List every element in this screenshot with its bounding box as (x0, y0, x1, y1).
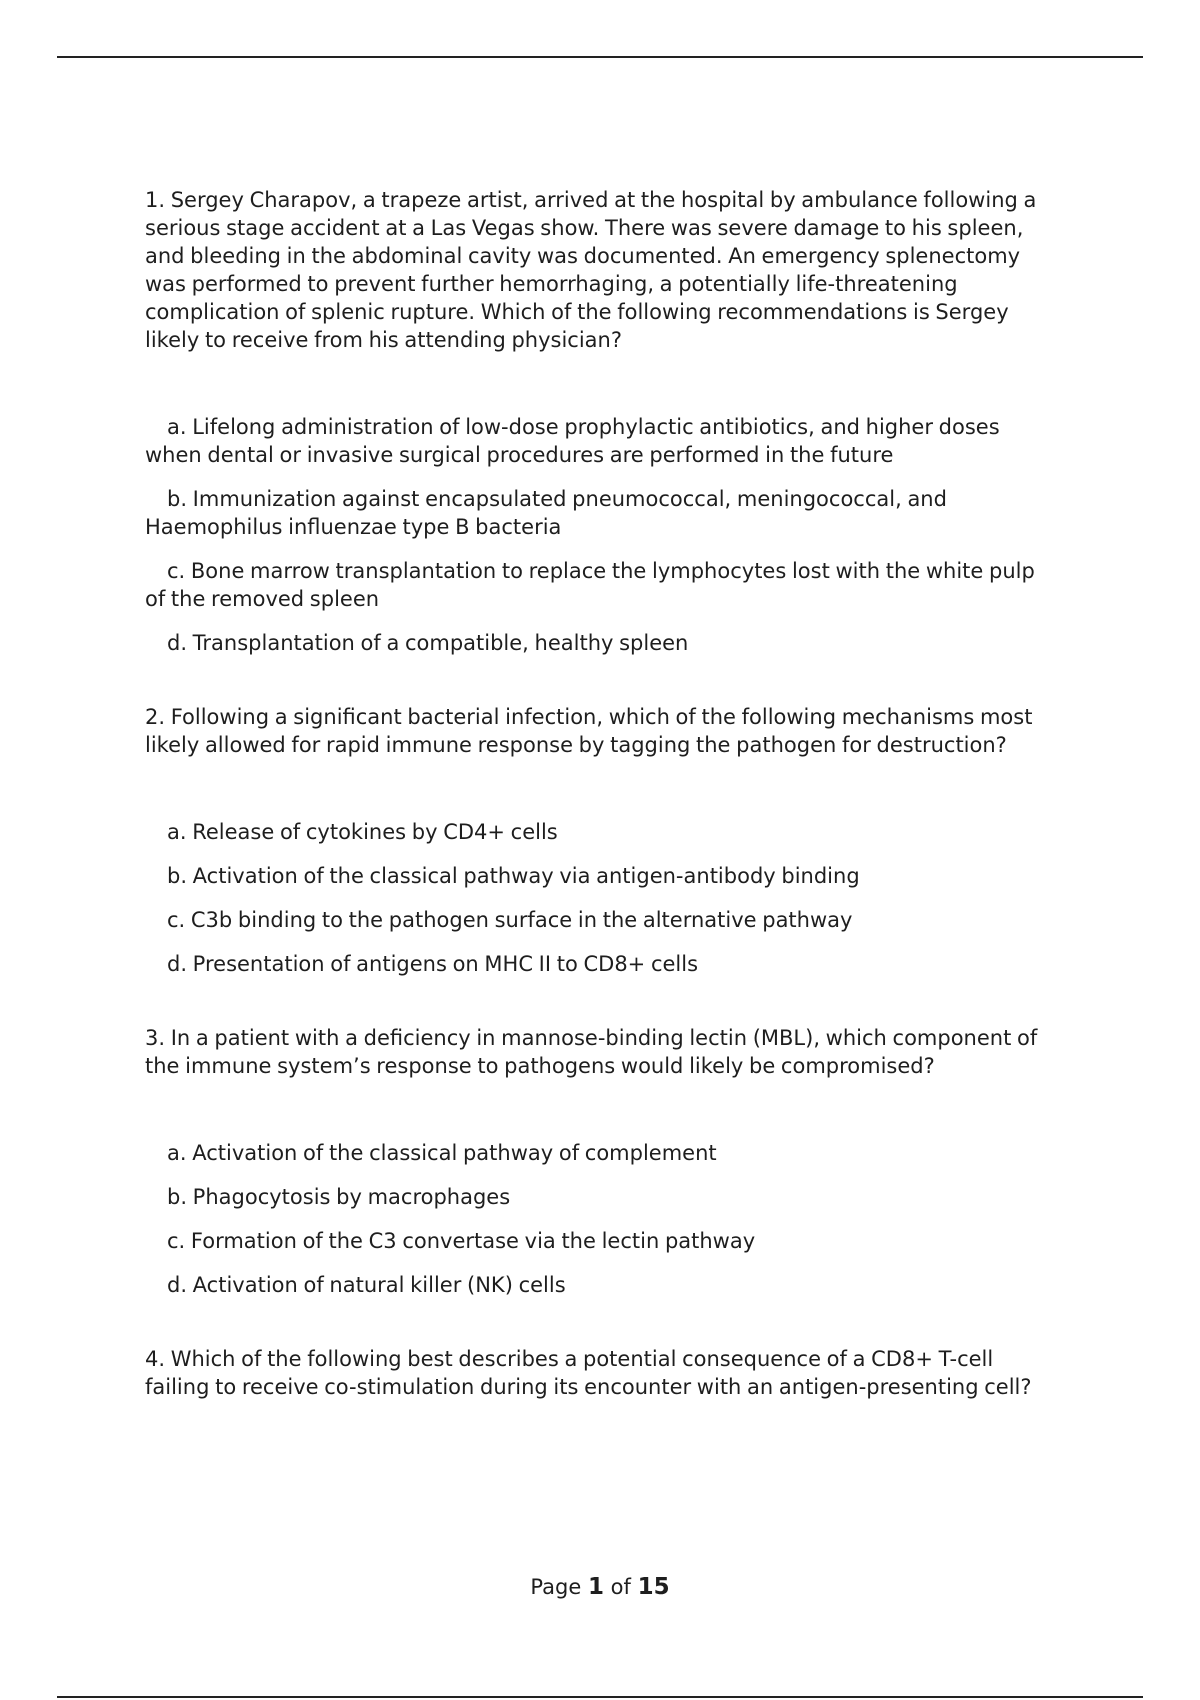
page-word: Page (530, 1575, 582, 1599)
question-2-option-c: c. C3b binding to the pathogen surface in the alternative pathway (167, 908, 853, 932)
question-1 (145, 186, 1060, 657)
question-3-option-b: b. Phagocytosis by macrophages (167, 1185, 511, 1209)
bottom-rule (57, 1696, 1143, 1698)
top-rule (57, 56, 1143, 58)
question-3-option-a: a. Activation of the classical pathway of complement (167, 1141, 717, 1165)
question-1-text: 1. Sergey Charapov, a trapeze artist, arrived at the hospital by ambulance following a serious stage accident at a Las Vegas show. There was severe damage to his spleen, and bleeding in the abdominal cavity was documented. An emergency splenectomy was performed to prevent further hemorrhaging, a potentially life-threatening complication of splenic rupture. Which of the following recommendations is Sergey likely to receive from his attending physician? (145, 188, 1037, 352)
question-4-text: 4. Which of the following best describes a potential consequence of a CD8+ T-cell failing to receive co-stimulation during its encounter with an antigen-presenting cell? (145, 1347, 1032, 1399)
question-2-option-d: d. Presentation of antigens on MHC II to CD8+ cells (167, 952, 699, 976)
question-3-options (145, 1139, 1060, 1299)
question-1-option-b: b. Immunization against encapsulated pneumococcal, meningococcal, and Haemophilus influenzae type B bacteria (145, 487, 947, 539)
question-1-option-a: a. Lifelong administration of low-dose prophylactic antibiotics, and higher doses when dental or invasive surgical procedures are performed in the future (145, 415, 1000, 467)
page-number (0, 1573, 1200, 1601)
question-3-text: 3. In a patient with a deficiency in mannose-binding lectin (MBL), which component of the immune system’s response to pathogens would likely be compromised? (145, 1026, 1038, 1078)
question-3-option-d: d. Activation of natural killer (NK) cells (167, 1273, 566, 1297)
question-4 (145, 1345, 1060, 1401)
question-2-text: 2. Following a significant bacterial infection, which of the following mechanisms most likely allowed for rapid immune response by tagging the pathogen for destruction? (145, 705, 1033, 757)
document-body (145, 186, 1060, 1401)
question-2-option-b: b. Activation of the classical pathway via antigen-antibody binding (167, 864, 860, 888)
question-2-options (145, 818, 1060, 978)
question-1-option-d: d. Transplantation of a compatible, healthy spleen (167, 631, 689, 655)
question-2-option-a: a. Release of cytokines by CD4+ cells (167, 820, 558, 844)
of-word: of (610, 1575, 631, 1599)
question-1-options (145, 413, 1060, 657)
question-1-option-c: c. Bone marrow transplantation to replace the lymphocytes lost with the white pulp of the removed spleen (145, 559, 1035, 611)
question-3 (145, 1024, 1060, 1299)
question-2 (145, 703, 1060, 978)
total-pages: 15 (637, 1574, 670, 1600)
question-3-option-c: c. Formation of the C3 convertase via the lectin pathway (167, 1229, 756, 1253)
current-page: 1 (587, 1574, 604, 1600)
